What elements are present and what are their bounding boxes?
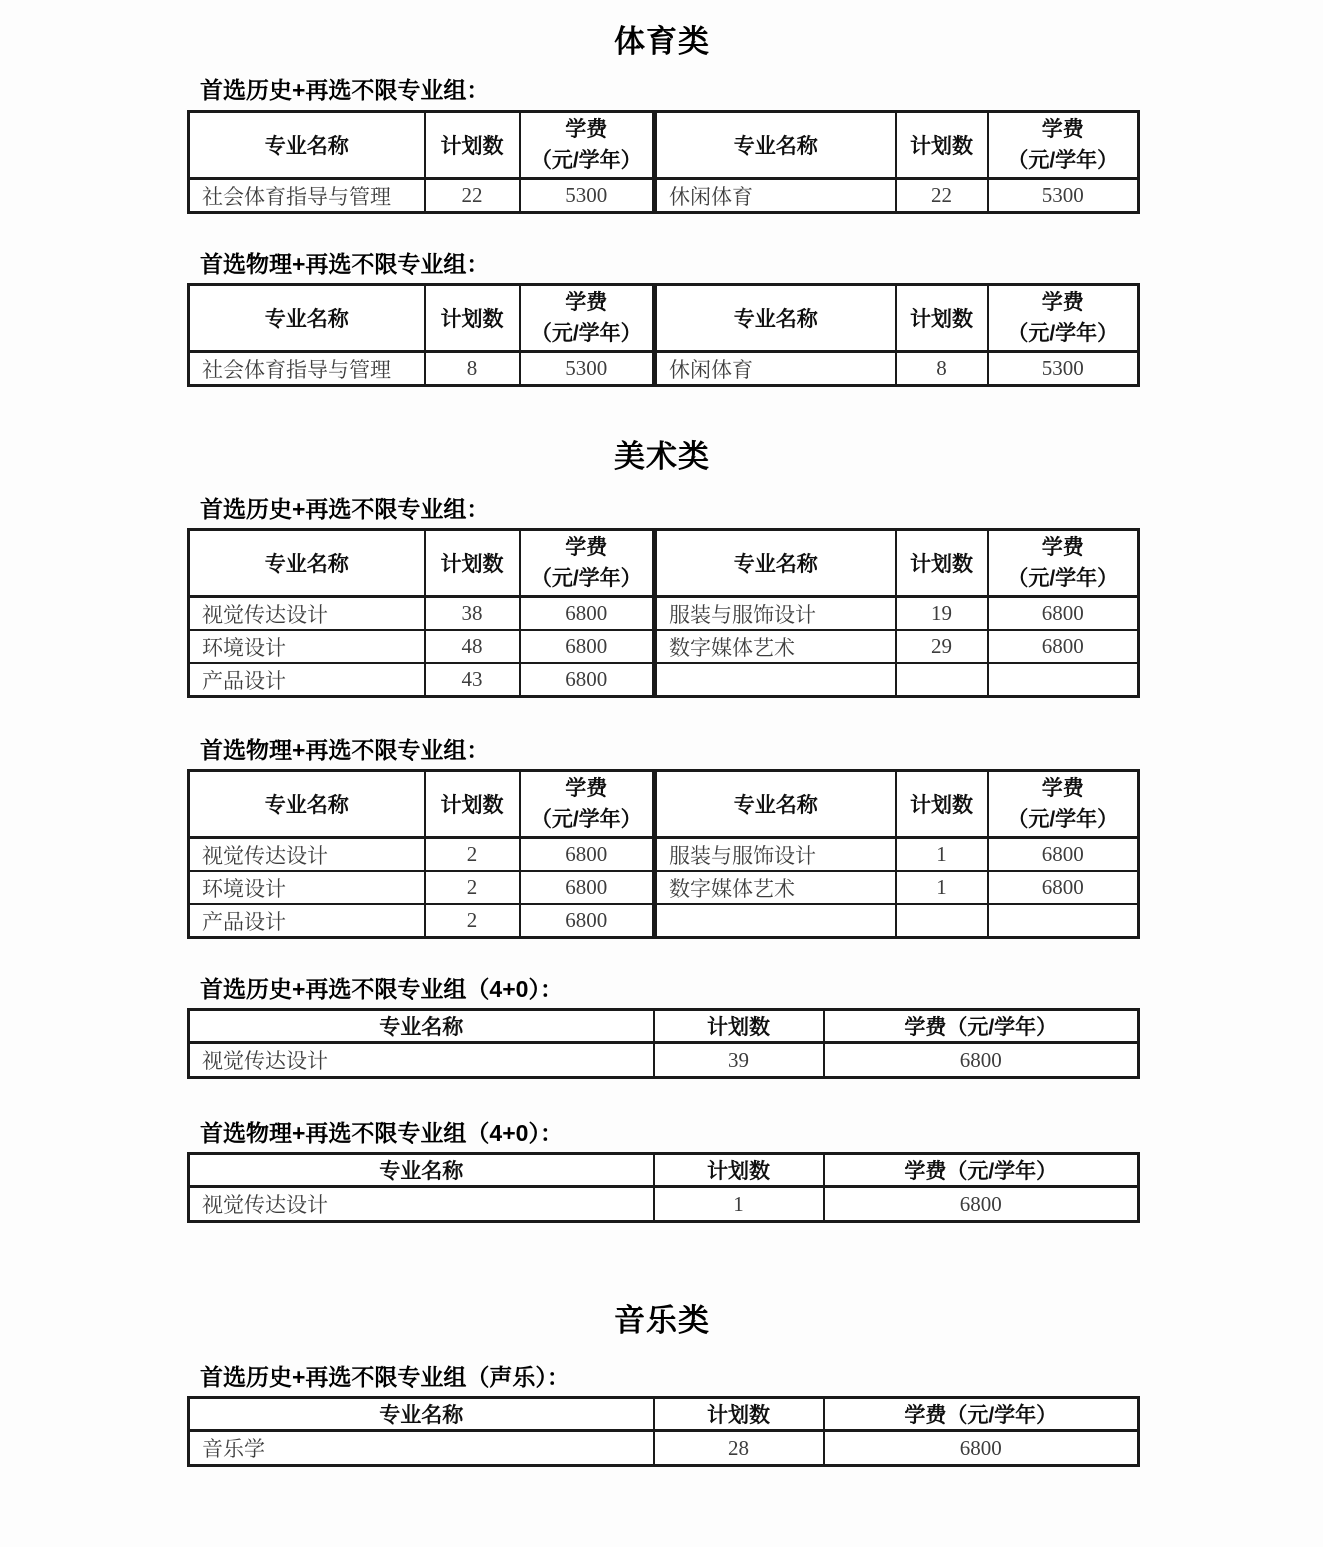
column-header-plan: 计划数: [654, 1398, 824, 1431]
table-row: [189, 663, 1139, 697]
column-header-major: 专业名称: [655, 771, 896, 838]
cell-major: 服装与服饰设计: [655, 597, 896, 631]
cell-plan: 39: [654, 1043, 824, 1078]
cell-plan: [896, 663, 988, 697]
table-header-row: [189, 771, 1139, 838]
column-header-tuition: 学费（元/学年）: [824, 1398, 1139, 1431]
cell-tuition: 6800: [520, 838, 655, 872]
cell-tuition: 6800: [988, 871, 1139, 904]
cell-tuition: 5300: [988, 179, 1139, 213]
tuition-header-line2: （元/学年）: [1007, 567, 1119, 590]
cell-major: 视觉传达设计: [189, 597, 425, 631]
cell-major: 服装与服饰设计: [655, 838, 896, 872]
document-page: [0, 24, 1323, 1547]
cell-major: 休闲体育: [655, 179, 896, 213]
cell-tuition: 5300: [988, 352, 1139, 386]
tuition-header-line1: 学费: [565, 118, 608, 141]
table-row: [189, 1187, 1139, 1222]
column-header-tuition: 学费（元/学年）: [824, 1154, 1139, 1187]
group-label-music-vocal: 首选历史+再选不限专业组（声乐）：: [200, 1364, 570, 1390]
column-header-plan: 计划数: [425, 530, 520, 597]
table-arts-physics-4plus0: [187, 1152, 1140, 1223]
table-header-row: [189, 285, 1139, 352]
column-header-plan: 计划数: [654, 1010, 824, 1043]
cell-major: [655, 663, 896, 697]
cell-plan: 1: [654, 1187, 824, 1222]
column-header-major: 专业名称: [189, 285, 425, 352]
group-label-sports-history: 首选历史+再选不限专业组：: [200, 77, 490, 103]
table-sports-physics: [187, 283, 1140, 387]
table-row: [189, 1431, 1139, 1466]
cell-major: 环境设计: [189, 630, 425, 663]
cell-tuition: 6800: [520, 904, 655, 938]
table-header-row: [189, 530, 1139, 597]
column-header-plan: 计划数: [896, 285, 988, 352]
tuition-header-line1: 学费: [565, 777, 608, 800]
tuition-header-line2: （元/学年）: [530, 149, 642, 172]
cell-major: 视觉传达设计: [189, 838, 425, 872]
tuition-header-line2: （元/学年）: [530, 322, 642, 345]
tuition-header-line2: （元/学年）: [530, 808, 642, 831]
cell-plan: 22: [425, 179, 520, 213]
column-header-tuition: [520, 771, 655, 838]
cell-plan: 19: [896, 597, 988, 631]
tuition-header-line1: 学费: [1041, 291, 1084, 314]
cell-tuition: 6800: [520, 597, 655, 631]
cell-plan: 8: [896, 352, 988, 386]
cell-major: [655, 904, 896, 938]
cell-plan: 1: [896, 871, 988, 904]
section-title-sports: 体育类: [614, 24, 710, 59]
column-header-plan: 计划数: [654, 1154, 824, 1187]
cell-plan: 2: [425, 871, 520, 904]
group-label-arts-physics-4plus0: 首选物理+再选不限专业组（4+0）：: [200, 1120, 563, 1146]
cell-tuition: 6800: [988, 630, 1139, 663]
column-header-major: 专业名称: [189, 771, 425, 838]
section-title-arts: 美术类: [614, 439, 710, 474]
column-header-major: 专业名称: [189, 1398, 654, 1431]
table-header-row: [189, 1154, 1139, 1187]
column-header-major: 专业名称: [189, 112, 425, 179]
table-row: [189, 597, 1139, 631]
cell-major: 视觉传达设计: [189, 1187, 654, 1222]
tuition-header-line1: 学费: [1041, 536, 1084, 559]
cell-plan: 43: [425, 663, 520, 697]
table-header-row: [189, 112, 1139, 179]
table-row: [189, 871, 1139, 904]
table-sports-history: [187, 110, 1140, 214]
cell-plan: 2: [425, 838, 520, 872]
cell-major: 数字媒体艺术: [655, 630, 896, 663]
column-header-tuition: [988, 112, 1139, 179]
tuition-header-line1: 学费: [565, 291, 608, 314]
table-music-vocal: [187, 1396, 1140, 1467]
group-label-arts-history: 首选历史+再选不限专业组：: [200, 496, 490, 522]
tuition-header-line2: （元/学年）: [530, 567, 642, 590]
column-header-major: 专业名称: [655, 285, 896, 352]
cell-major: 环境设计: [189, 871, 425, 904]
cell-tuition: [988, 904, 1139, 938]
column-header-major: 专业名称: [189, 530, 425, 597]
column-header-tuition: [988, 530, 1139, 597]
table-row: [189, 630, 1139, 663]
cell-tuition: 6800: [520, 663, 655, 697]
column-header-major: 专业名称: [189, 1010, 654, 1043]
cell-tuition: [988, 663, 1139, 697]
cell-tuition: 6800: [520, 871, 655, 904]
cell-major: 数字媒体艺术: [655, 871, 896, 904]
table-row: [189, 179, 1139, 213]
column-header-tuition: [520, 530, 655, 597]
cell-major: 社会体育指导与管理: [189, 179, 425, 213]
tuition-header-line2: （元/学年）: [1007, 322, 1119, 345]
column-header-tuition: [988, 285, 1139, 352]
tuition-header-line1: 学费: [1041, 777, 1084, 800]
cell-tuition: 6800: [988, 597, 1139, 631]
table-header-row: [189, 1398, 1139, 1431]
cell-plan: 48: [425, 630, 520, 663]
cell-major: 休闲体育: [655, 352, 896, 386]
table-row: [189, 838, 1139, 872]
column-header-tuition: [988, 771, 1139, 838]
cell-major: 音乐学: [189, 1431, 654, 1466]
cell-tuition: 5300: [520, 179, 655, 213]
section-title-music: 音乐类: [614, 1303, 710, 1338]
cell-tuition: 6800: [824, 1431, 1139, 1466]
cell-tuition: 6800: [520, 630, 655, 663]
group-label-sports-physics: 首选物理+再选不限专业组：: [200, 251, 490, 277]
group-label-arts-physics: 首选物理+再选不限专业组：: [200, 737, 490, 763]
cell-major: 社会体育指导与管理: [189, 352, 425, 386]
column-header-tuition: [520, 285, 655, 352]
tuition-header-line2: （元/学年）: [1007, 149, 1119, 172]
column-header-tuition: [520, 112, 655, 179]
table-arts-history-4plus0: [187, 1008, 1140, 1079]
cell-major: 产品设计: [189, 904, 425, 938]
column-header-major: 专业名称: [189, 1154, 654, 1187]
column-header-plan: 计划数: [425, 771, 520, 838]
cell-plan: 8: [425, 352, 520, 386]
column-header-plan: 计划数: [896, 771, 988, 838]
table-row: [189, 904, 1139, 938]
column-header-major: 专业名称: [655, 530, 896, 597]
column-header-plan: 计划数: [425, 285, 520, 352]
tuition-header-line1: 学费: [565, 536, 608, 559]
table-header-row: [189, 1010, 1139, 1043]
table-arts-physics: [187, 769, 1140, 939]
column-header-plan: 计划数: [425, 112, 520, 179]
content-column: [187, 24, 1137, 1467]
tuition-header-line1: 学费: [1041, 118, 1084, 141]
cell-tuition: 6800: [824, 1043, 1139, 1078]
table-arts-history: [187, 528, 1140, 698]
group-label-arts-history-4plus0: 首选历史+再选不限专业组（4+0）：: [200, 976, 563, 1002]
cell-tuition: 6800: [988, 838, 1139, 872]
cell-plan: 1: [896, 838, 988, 872]
cell-tuition: 5300: [520, 352, 655, 386]
cell-plan: [896, 904, 988, 938]
cell-major: 产品设计: [189, 663, 425, 697]
column-header-plan: 计划数: [896, 112, 988, 179]
column-header-tuition: 学费（元/学年）: [824, 1010, 1139, 1043]
cell-plan: 29: [896, 630, 988, 663]
tuition-header-line2: （元/学年）: [1007, 808, 1119, 831]
cell-plan: 22: [896, 179, 988, 213]
cell-plan: 2: [425, 904, 520, 938]
cell-tuition: 6800: [824, 1187, 1139, 1222]
cell-plan: 28: [654, 1431, 824, 1466]
cell-major: 视觉传达设计: [189, 1043, 654, 1078]
table-row: [189, 1043, 1139, 1078]
table-row: [189, 352, 1139, 386]
column-header-plan: 计划数: [896, 530, 988, 597]
column-header-major: 专业名称: [655, 112, 896, 179]
cell-plan: 38: [425, 597, 520, 631]
